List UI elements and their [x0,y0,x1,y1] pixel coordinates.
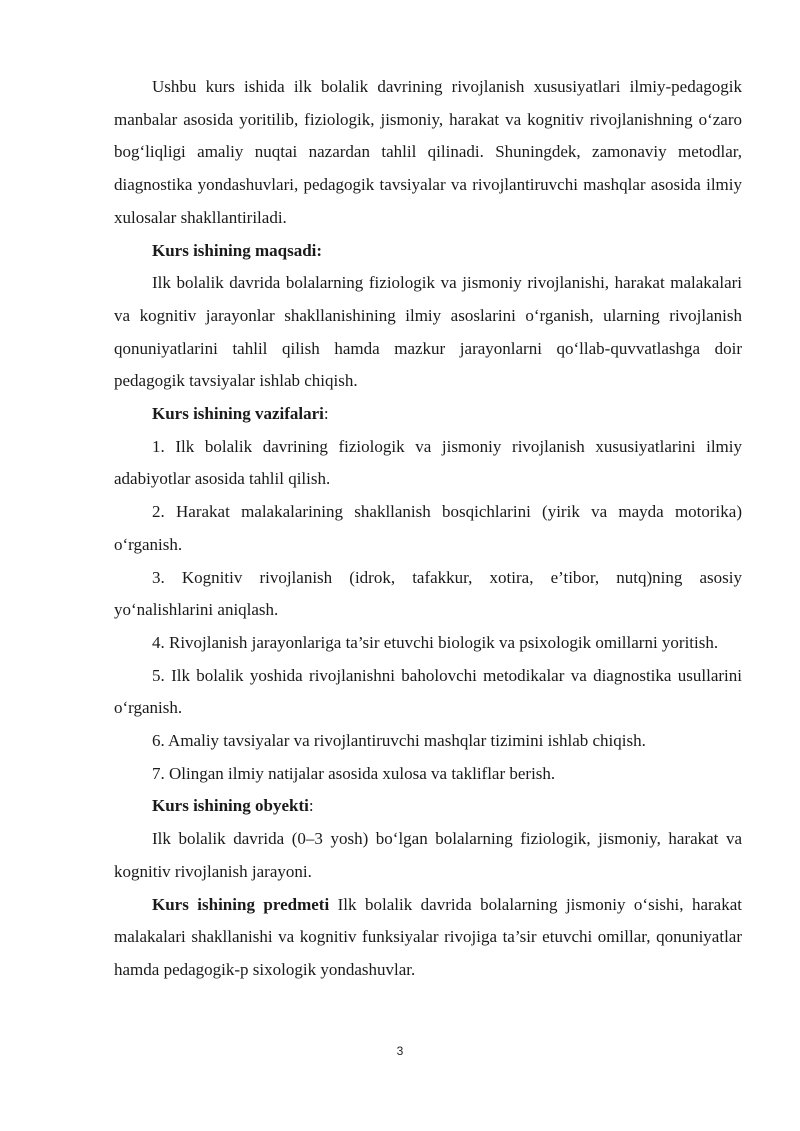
page-number: 3 [396,1044,404,1058]
object-heading [114,790,742,823]
object-paragraph: Ilk bolalik davrida (0–3 yosh) bo‘lgan bolalarning fiziologik, jismoniy, harakat va kognitiv rivojlanish jarayoni. [114,829,742,881]
task-item-1: 1. Ilk bolalik davrining fiziologik va jismoniy rivojlanish xususiyatlarini ilmiy adabiyotlar asosida tahlil qilish. [114,436,742,489]
aim-paragraph: Ilk bolalik davrida bolalarning fiziologik va jismoniy rivojlanishi, harakat malakalari va kognitiv jarayonlar shakllanishining ilmiy asoslarini o‘rganish, ularning rivojlanish qonuniyatlarini tahlil qilish hamda mazkur jarayonlarni qo‘llab-quvvatlashga doir pedagogik tavsiyalar ishlab chiqish. [114,273,742,391]
object-heading-text: Kurs ishining obyekti [152,796,309,816]
subject-heading: Kurs ishining predmeti [152,894,330,914]
page-content [114,71,742,987]
subject-paragraph [114,889,742,987]
intro-paragraph: Ushbu kurs ishida ilk bolalik davrining rivojlanish xususiyatlari ilmiy-pedagogik manbalar asosida yoritilib, fiziologik, jismoniy, harakat va kognitiv rivojlanishning o‘zaro bog‘liqligi amaliy nuqtai nazardan tahlil qilinadi. Shuningdek, zamonaviy metodlar, diagnostika yondashuvlari, pedagogik tavsiyalar va rivojlantiruvchi mashqlar asosida ilmiy xulosalar shakllantiriladi. [114,77,742,227]
tasks-heading [114,398,742,431]
task-item-3: 3. Kognitiv rivojlanish (idrok, tafakkur, xotira, e’tibor, nutq)ning asosiy yo‘nalishlarini aniqlash. [114,567,742,620]
task-item-5: 5. Ilk bolalik yoshida rivojlanishni baholovchi metodikalar va diagnostika usullarini o‘rganish. [114,665,742,718]
subject-text: Ilk bolalik davrida bolalarning jismoniy o‘sishi, harakat malakalari shakllanishi va kognitiv funksiyalar rivojiga ta’sir etuvchi omillar, qonuniyatlar hamda pedagogik-p sixologik yondashuvlar. [114,894,742,979]
tasks-heading-colon: : [323,404,329,424]
tasks-heading-text: Kurs ishining vazifalari [152,404,324,424]
object-heading-colon: : [308,796,314,816]
task-item-2: 2. Harakat malakalarining shakllanish bosqichlarini (yirik va mayda motorika) o‘rganish. [114,502,742,554]
task-item-7: 7. Olingan ilmiy natijalar asosida xulosa va takliflar berish. [152,763,556,783]
task-item-4: 4. Rivojlanish jarayonlariga ta’sir etuvchi biologik va psixologik omillarni yoritish. [152,632,719,652]
task-item-6: 6. Amaliy tavsiyalar va rivojlantiruvchi mashqlar tizimini ishlab chiqish. [152,731,646,751]
aim-heading: Kurs ishining maqsadi: [152,240,323,260]
